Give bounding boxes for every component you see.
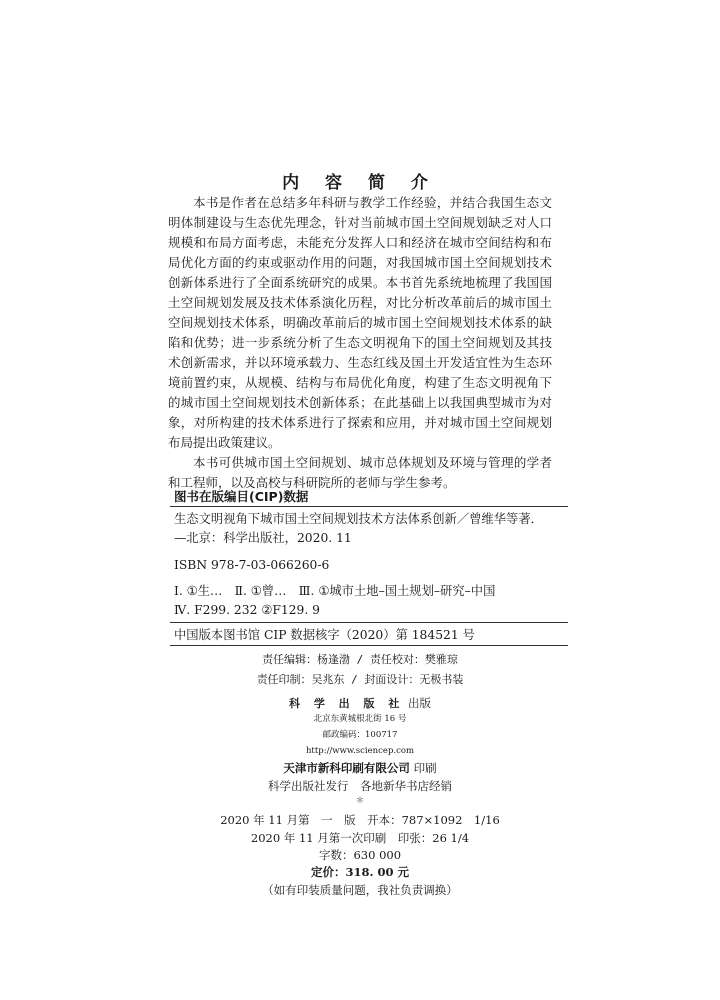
cip-line: —北京：科学出版社，2020. 11 [174,531,352,545]
credit-line-2: 责任印制：吴兆东 / 封面设计：无极书装 [256,673,464,686]
cip-class-line: Ⅳ. F299. 232 ②F129. 9 [174,603,320,617]
cip-isbn: ISBN 978-7-03-066260-6 [174,558,330,572]
cip-bibliographic [174,510,564,548]
publisher-postcode: 邮政编码：100717 [322,730,398,740]
word-count: 字数：630 000 [318,848,402,862]
publisher-block [0,695,720,712]
publisher-address: 北京东黄城根北街 16 号 [313,714,407,724]
intro-paragraph: 本书是作者在总结多年科研与教学工作经验，并结合我国生态文明体制建设与生态优先理念，针对当前城市国土空间规划缺乏对人口规模和布局方面考虑，未能充分发挥人口和经济在城市空间结构和布局优化方面的约束或驱动作用的问题，对我国城市国土空间规划技术创新体系进行了全面系统研究的成果。本书首先系统地梳理了我国国土空间规划发展及技术体系演化历程，对比分析改革前后的城市国土空间规划技术体系，明确改革前后的城市国土空间规划技术体系的缺陷和优势；进一步系统分析了生态文明视角下的国土空间规划及其技术创新需求，并以环境承载力、生态红线及国土开发适宜性为生态环境前置约束，从规模、结构与布局优化角度，构建了生态文明视角下的城市国土空间规划技术创新体系；在此基础上以我国典型城市为对象，对所构建的技术体系进行了探索和应用，并对城市国土空间规划布局提出政策建议。 [168,195,552,450]
credit-line-1: 责任编辑：杨逢渤 / 责任校对：樊雅琼 [262,653,458,666]
editor-credits [0,650,720,690]
cip-heading: 图书在版编目(CIP)数据 [174,489,309,504]
intro-title: 内 容 简 介 [282,173,438,193]
publisher-url: http://www.sciencep.com [305,746,415,756]
cip-classification [174,582,564,620]
printer-action: 印刷 [413,761,437,775]
cip-divider [170,622,568,623]
printer-name: 天津市新科印刷有限公司 [283,761,410,775]
cip-class-line: Ⅰ. ①生… Ⅱ. ①曾… Ⅲ. ①城市土地–国土规划–研究–中国 [174,584,496,598]
cip-check-number: 中国版本图书馆 CIP 数据核字（2020）第 184521 号 [174,628,475,642]
publisher-action: 出版 [407,696,431,710]
edition-line-2: 2020 年 11 月第一次印刷 印张：26 1/4 [250,831,470,845]
distribution: 科学出版社发行 各地新华书店经销 [268,779,452,793]
printer-block [0,760,720,776]
cip-divider [170,506,568,507]
edition-line-1: 2020 年 11 月第 一 版 开本：787×1092 1/16 [220,813,500,827]
ornament: ＊ [355,796,365,806]
quality-notice: （如有印装质量问题，我社负责调换） [262,883,458,897]
intro-paragraph: 本书可供城市国土空间规划、城市总体规划及环境与管理的学者和工程师，以及高校与科研院所的老师与学生参考。 [168,455,552,490]
intro-body [168,193,552,493]
cip-divider [170,645,568,646]
cip-line: 生态文明视角下城市国土空间规划技术方法体系创新／曾维华等著． [174,512,543,526]
price: 定价：318. 00 元 [310,865,410,879]
publisher-name: 科 学 出 版 社 [289,697,405,710]
